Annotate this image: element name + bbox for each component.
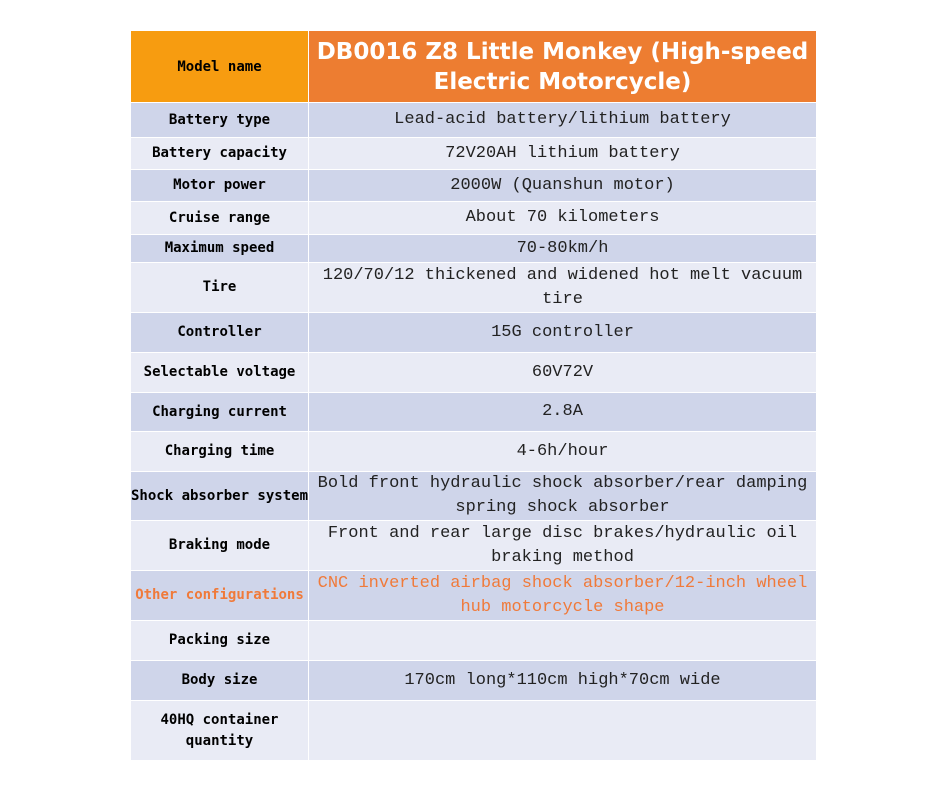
row-value: 2000W (Quanshun motor) bbox=[309, 170, 817, 202]
table-row bbox=[131, 661, 817, 701]
table-row bbox=[131, 472, 817, 521]
row-key: Battery capacity bbox=[131, 138, 309, 170]
row-key: Charging time bbox=[131, 432, 309, 472]
table-row bbox=[131, 393, 817, 432]
header-row bbox=[131, 31, 817, 103]
row-value: 70-80km/h bbox=[309, 235, 817, 263]
table-row bbox=[131, 701, 817, 761]
table-row bbox=[131, 432, 817, 472]
table-row bbox=[131, 313, 817, 353]
header-title: DB0016 Z8 Little Monkey (High-speed Electric Motorcycle) bbox=[309, 31, 817, 103]
row-value: Front and rear large disc brakes/hydraulic oil braking method bbox=[309, 521, 817, 571]
row-value: 170cm long*110cm high*70cm wide bbox=[309, 661, 817, 701]
row-value: 2.8A bbox=[309, 393, 817, 432]
row-key: Maximum speed bbox=[131, 235, 309, 263]
table-row bbox=[131, 353, 817, 393]
row-key: Battery type bbox=[131, 103, 309, 138]
table-row bbox=[131, 170, 817, 202]
row-key: Shock absorber system bbox=[131, 472, 309, 521]
table-row bbox=[131, 138, 817, 170]
row-key: Charging current bbox=[131, 393, 309, 432]
row-key: Packing size bbox=[131, 621, 309, 661]
table-row bbox=[131, 202, 817, 235]
row-value: Lead-acid battery/lithium battery bbox=[309, 103, 817, 138]
row-key: Cruise range bbox=[131, 202, 309, 235]
row-value: 15G controller bbox=[309, 313, 817, 353]
table-row bbox=[131, 103, 817, 138]
row-value: 72V20AH lithium battery bbox=[309, 138, 817, 170]
row-value: 60V72V bbox=[309, 353, 817, 393]
row-value bbox=[309, 621, 817, 661]
row-value: Bold front hydraulic shock absorber/rear damping spring shock absorber bbox=[309, 472, 817, 521]
row-value: 120/70/12 thickened and widened hot melt vacuum tire bbox=[309, 263, 817, 313]
row-key: Braking mode bbox=[131, 521, 309, 571]
row-key: Tire bbox=[131, 263, 309, 313]
table-row bbox=[131, 263, 817, 313]
row-key: Other configurations bbox=[131, 571, 309, 621]
row-value: 4-6h/hour bbox=[309, 432, 817, 472]
table-row bbox=[131, 571, 817, 621]
header-key: Model name bbox=[131, 31, 309, 103]
row-key: Selectable voltage bbox=[131, 353, 309, 393]
row-value bbox=[309, 701, 817, 761]
table-row bbox=[131, 235, 817, 263]
row-key: 40HQ container quantity bbox=[131, 701, 309, 761]
row-value: CNC inverted airbag shock absorber/12-inch wheel hub motorcycle shape bbox=[309, 571, 817, 621]
spec-table bbox=[130, 30, 817, 761]
table-row bbox=[131, 621, 817, 661]
table-row bbox=[131, 521, 817, 571]
row-value: About 70 kilometers bbox=[309, 202, 817, 235]
row-key: Motor power bbox=[131, 170, 309, 202]
row-key: Body size bbox=[131, 661, 309, 701]
row-key: Controller bbox=[131, 313, 309, 353]
